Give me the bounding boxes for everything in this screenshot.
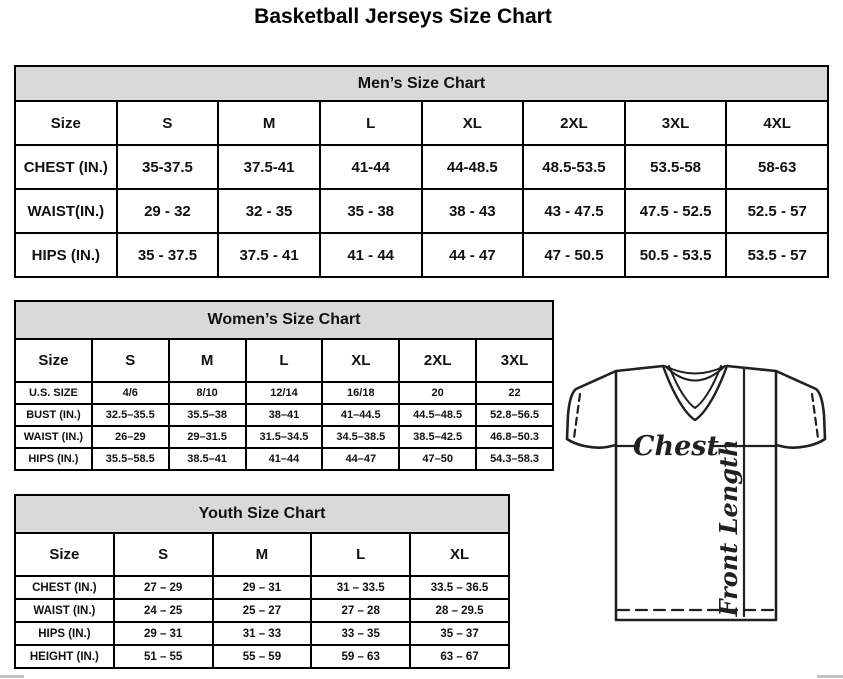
value-cell: 31 – 33: [213, 622, 312, 645]
value-cell: 27 – 28: [311, 599, 410, 622]
value-cell: 24 – 25: [114, 599, 213, 622]
jersey-body-outline: [616, 366, 776, 620]
row-label: HIPS (IN.): [15, 233, 117, 277]
value-cell: 47–50: [399, 448, 476, 470]
table-row: [15, 145, 828, 189]
value-cell: 47.5 - 52.5: [625, 189, 727, 233]
value-cell: 31.5–34.5: [246, 426, 323, 448]
value-cell: 16/18: [322, 382, 399, 404]
column-header: L: [320, 101, 422, 145]
value-cell: 52.5 - 57: [726, 189, 828, 233]
column-header: S: [117, 101, 219, 145]
row-label: HEIGHT (IN.): [15, 645, 114, 668]
jersey-vneck-inner: [669, 366, 721, 408]
value-cell: 38–41: [246, 404, 323, 426]
column-header: L: [246, 339, 323, 382]
row-label: CHEST (IN.): [15, 576, 114, 599]
value-cell: 58-63: [726, 145, 828, 189]
value-cell: 44 - 47: [422, 233, 524, 277]
column-header: XL: [422, 101, 524, 145]
table-row: [15, 189, 828, 233]
value-cell: 44-48.5: [422, 145, 524, 189]
column-header: 3XL: [625, 101, 727, 145]
value-cell: 8/10: [169, 382, 246, 404]
value-cell: 41 - 44: [320, 233, 422, 277]
row-label: CHEST (IN.): [15, 145, 117, 189]
value-cell: 29 – 31: [213, 576, 312, 599]
column-header: M: [218, 101, 320, 145]
table-row: [15, 448, 553, 470]
value-cell: 35.5–38: [169, 404, 246, 426]
value-cell: 44.5–48.5: [399, 404, 476, 426]
value-cell: 35 - 37.5: [117, 233, 219, 277]
value-cell: 29 - 32: [117, 189, 219, 233]
mens-size-chart-table: [14, 65, 829, 278]
value-cell: 47 - 50.5: [523, 233, 625, 277]
column-header: XL: [410, 533, 509, 576]
value-cell: 51 – 55: [114, 645, 213, 668]
value-cell: 4/6: [92, 382, 169, 404]
value-cell: 32 - 35: [218, 189, 320, 233]
column-header: M: [169, 339, 246, 382]
value-cell: 22: [476, 382, 553, 404]
value-cell: 37.5 - 41: [218, 233, 320, 277]
table-row: [15, 233, 828, 277]
value-cell: 63 – 67: [410, 645, 509, 668]
column-header: 4XL: [726, 101, 828, 145]
value-cell: 12/14: [246, 382, 323, 404]
value-cell: 59 – 63: [311, 645, 410, 668]
value-cell: 25 – 27: [213, 599, 312, 622]
value-cell: 33 – 35: [311, 622, 410, 645]
table-row: [15, 404, 553, 426]
row-label: HIPS (IN.): [15, 448, 92, 470]
youth-size-chart-table: [14, 494, 510, 669]
value-cell: 48.5-53.5: [523, 145, 625, 189]
value-cell: 50.5 - 53.5: [625, 233, 727, 277]
value-cell: 53.5-58: [625, 145, 727, 189]
column-header: XL: [322, 339, 399, 382]
value-cell: 20: [399, 382, 476, 404]
row-label: WAIST (IN.): [15, 426, 92, 448]
value-cell: 52.8–56.5: [476, 404, 553, 426]
value-cell: 32.5–35.5: [92, 404, 169, 426]
value-cell: 54.3–58.3: [476, 448, 553, 470]
table-row: [15, 576, 509, 599]
womens-size-chart-table: [14, 300, 554, 471]
value-cell: 55 – 59: [213, 645, 312, 668]
chart-title: Youth Size Chart: [15, 495, 509, 533]
row-label: WAIST (IN.): [15, 599, 114, 622]
value-cell: 53.5 - 57: [726, 233, 828, 277]
value-cell: 41–44: [246, 448, 323, 470]
value-cell: 27 – 29: [114, 576, 213, 599]
front-length-label: Front Length: [714, 439, 743, 617]
page-title: Basketball Jerseys Size Chart: [254, 5, 552, 28]
value-cell: 35 – 37: [410, 622, 509, 645]
value-cell: 28 – 29.5: [410, 599, 509, 622]
value-cell: 38.5–41: [169, 448, 246, 470]
column-header: 2XL: [523, 101, 625, 145]
horizontal-scrollbar-fragment-left[interactable]: [0, 675, 24, 678]
value-cell: 37.5-41: [218, 145, 320, 189]
value-cell: 38.5–42.5: [399, 426, 476, 448]
row-label: WAIST(IN.): [15, 189, 117, 233]
chest-label: Chest: [633, 431, 719, 462]
column-header: M: [213, 533, 312, 576]
chart-title: Men’s Size Chart: [15, 66, 828, 101]
column-header: Size: [15, 101, 117, 145]
horizontal-scrollbar-fragment-right[interactable]: [817, 675, 843, 678]
column-header: 2XL: [399, 339, 476, 382]
value-cell: 43 - 47.5: [523, 189, 625, 233]
value-cell: 34.5–38.5: [322, 426, 399, 448]
jersey-measurement-diagram: [563, 363, 838, 668]
column-header: S: [92, 339, 169, 382]
column-header: S: [114, 533, 213, 576]
row-label: HIPS (IN.): [15, 622, 114, 645]
column-header: L: [311, 533, 410, 576]
chart-title: Women’s Size Chart: [15, 301, 553, 339]
table-row: [15, 426, 553, 448]
value-cell: 38 - 43: [422, 189, 524, 233]
value-cell: 35 - 38: [320, 189, 422, 233]
value-cell: 33.5 – 36.5: [410, 576, 509, 599]
left-cuff-dashed-line: [574, 394, 580, 438]
column-header: 3XL: [476, 339, 553, 382]
value-cell: 29 – 31: [114, 622, 213, 645]
table-row: [15, 382, 553, 404]
row-label: U.S. SIZE: [15, 382, 92, 404]
value-cell: 41–44.5: [322, 404, 399, 426]
value-cell: 29–31.5: [169, 426, 246, 448]
table-row: [15, 645, 509, 668]
value-cell: 35-37.5: [117, 145, 219, 189]
value-cell: 31 – 33.5: [311, 576, 410, 599]
row-label: BUST (IN.): [15, 404, 92, 426]
column-header: Size: [15, 533, 114, 576]
value-cell: 35.5–58.5: [92, 448, 169, 470]
value-cell: 46.8–50.3: [476, 426, 553, 448]
value-cell: 26–29: [92, 426, 169, 448]
value-cell: 41-44: [320, 145, 422, 189]
table-row: [15, 599, 509, 622]
table-row: [15, 622, 509, 645]
right-cuff-dashed-line: [812, 394, 818, 438]
column-header: Size: [15, 339, 92, 382]
value-cell: 44–47: [322, 448, 399, 470]
